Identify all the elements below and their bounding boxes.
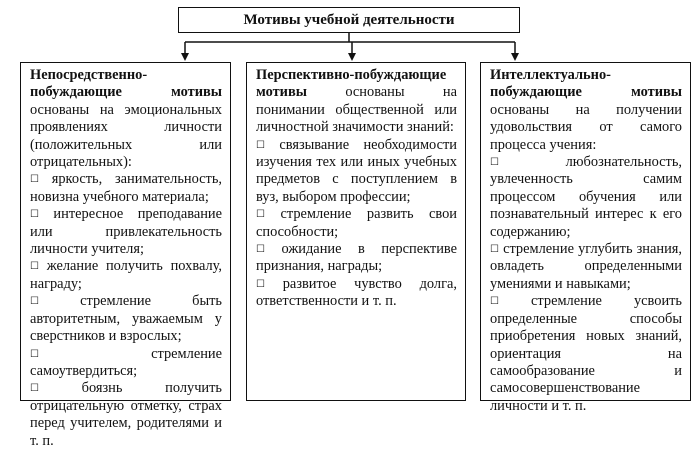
list-item-text: ожидание в перспективе признания, награды;: [256, 241, 457, 275]
column-heading: Интеллектуально-побуждающие мотивы: [490, 67, 682, 101]
list-item: [256, 241, 457, 276]
checkbox-bullet-icon: ☐: [30, 261, 39, 273]
list-item: [30, 293, 222, 345]
arrow-down-icon: [511, 53, 519, 61]
column-heading: Непосредственно-побуждающие мотивы: [30, 67, 222, 101]
checkbox-bullet-icon: ☐: [30, 348, 39, 360]
checkbox-bullet-icon: ☐: [256, 278, 265, 290]
column-intro: [256, 67, 457, 137]
list-item-text: боязнь получить отрицательную отметку, страх перед учителем, родителями и т. п.: [30, 380, 222, 449]
list-item-text: стремление быть авторитетным, уважаемым у сверстников и взрослых;: [30, 293, 222, 345]
list-item-text: связывание необходимости изучения тех или иных учебных предметов с поступлением в вуз, выбором профессии;: [256, 136, 457, 205]
column-intro: [30, 67, 222, 171]
column-perspective-motives: [246, 62, 466, 401]
list-item-text: стремление развить свои способности;: [256, 206, 457, 240]
list-item: [30, 171, 222, 206]
list-item-text: желание получить похвалу, награду;: [30, 258, 222, 292]
list-item: [490, 241, 682, 293]
list-item-text: любознательность, увлеченность самим процессом обучения или познавательный интерес к его содержанию;: [490, 154, 682, 240]
list-item: [256, 276, 457, 311]
list-item: [490, 154, 682, 241]
checkbox-bullet-icon: ☐: [256, 244, 265, 256]
list-item: [30, 380, 222, 450]
checkbox-bullet-icon: ☐: [490, 296, 499, 308]
list-item: [256, 137, 457, 207]
checkbox-bullet-icon: ☐: [490, 244, 499, 256]
list-item-text: стремление самоутвердиться;: [30, 345, 222, 379]
list-item: [30, 206, 222, 258]
column-heading: Перспективно-побуждающие мотивы: [256, 67, 447, 101]
list-item-text: стремление углубить знания, овладеть определенными умениями и навыками;: [490, 241, 682, 292]
list-item-text: стремление усвоить определенные способы приобретения новых знаний, ориентация на самообразование и самосовершенствование личности и т. п.: [490, 293, 682, 414]
column-intellectual-motives: [480, 62, 691, 414]
column-intro-text: основаны на получении удовольствия от самого процесса учения:: [490, 101, 682, 153]
checkbox-bullet-icon: ☐: [30, 174, 39, 186]
list-item: [256, 206, 457, 241]
column-intro: [490, 67, 682, 154]
checkbox-bullet-icon: ☐: [490, 157, 499, 169]
arrow-down-icon: [181, 53, 189, 61]
list-item: [490, 293, 682, 415]
arrow-down-icon: [348, 53, 356, 61]
list-item: [30, 346, 222, 381]
list-item: [30, 258, 222, 293]
checkbox-bullet-icon: ☐: [30, 296, 39, 308]
checkbox-bullet-icon: ☐: [256, 139, 265, 151]
diagram-title: Мотивы учебной деятельности: [178, 7, 520, 33]
list-item-text: яркость, занимательность, новизна учебного материала;: [30, 171, 222, 205]
list-item-text: интересное преподавание или привлекательность личности учителя;: [30, 206, 222, 258]
column-intro-text: основаны на понимании общественной или личностной значимости знаний:: [256, 84, 457, 136]
checkbox-bullet-icon: ☐: [256, 209, 265, 221]
checkbox-bullet-icon: ☐: [30, 209, 39, 221]
connector-lines: [0, 0, 699, 62]
column-intro-text: основаны на эмоциональных проявлениях личности (положительных или отрицательных):: [30, 101, 222, 171]
checkbox-bullet-icon: ☐: [30, 383, 39, 395]
list-item-text: развитое чувство долга, ответственности и т. п.: [256, 275, 457, 310]
column-immediate-motives: [20, 62, 231, 449]
